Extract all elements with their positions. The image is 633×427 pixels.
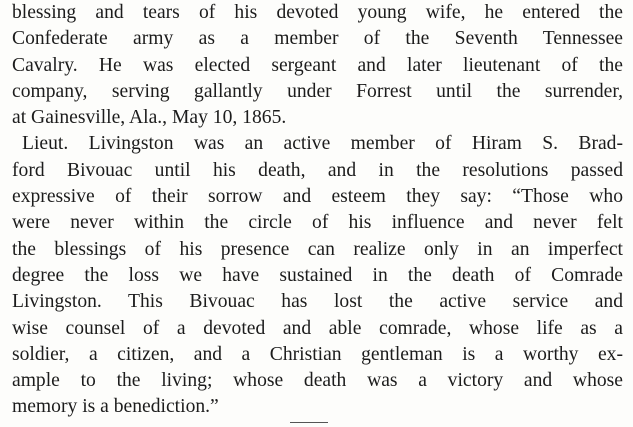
text-line: Lieut. Livingston was an active member of Hiram S. Brad-: [22, 133, 623, 155]
paragraph-resolutions: [12, 131, 623, 420]
text-line: the blessings of his presence can realize only in an imperfect: [12, 238, 623, 260]
text-line: ample to the living; whose death was a victory and whose: [12, 370, 623, 392]
text-column: [12, 0, 623, 421]
section-divider: [290, 422, 328, 423]
text-line: blessing and tears of his devoted young wife, he entered the: [12, 2, 623, 23]
text-line: Confederate army as a member of the Seventh Tennessee: [12, 28, 623, 50]
text-line: company, serving gallantly under Forrest until the surrender,: [12, 80, 623, 102]
text-line: ford Bivouac until his death, and in the resolutions passed: [12, 159, 623, 181]
text-line: at Gainesville, Ala., May 10, 1865.: [12, 107, 287, 129]
text-line: expressive of their sorrow and esteem they say: “Those who: [12, 186, 623, 208]
text-line: Cavalry. He was elected sergeant and later lieutenant of the: [12, 54, 623, 76]
text-line: were never within the circle of his influence and never felt: [12, 212, 623, 234]
text-line: degree the loss we have sustained in the death of Comrade: [12, 264, 623, 286]
text-line: wise counsel of a devoted and able comrade, whose life as a: [12, 317, 623, 339]
text-line: soldier, a citizen, and a Christian gentleman is a worthy ex-: [12, 343, 623, 365]
text-line: memory is a benediction.”: [12, 396, 219, 418]
paragraph-service: [12, 0, 623, 131]
text-line: Livingston. This Bivouac has lost the active service and: [12, 291, 623, 313]
